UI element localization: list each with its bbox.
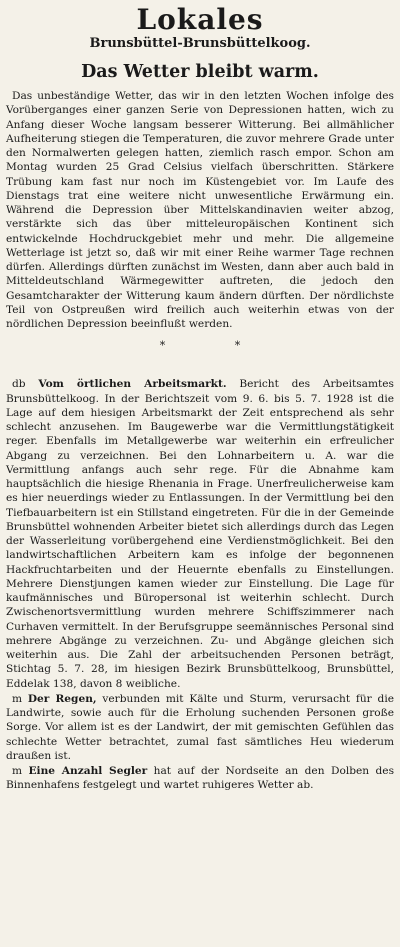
notice-lead: Vom örtlichen Arbeitsmarkt. [38,378,227,391]
separator-star: * [234,339,241,353]
separator-star: * [159,339,166,353]
notice-lead: Der Regen, [27,692,97,705]
notice-rain [6,692,394,763]
notice-sailors [6,764,394,793]
weather-article-body: Das unbeständige Wetter, das wir in den letzten Wochen infolge des Vorüberganges einer ganzen Serie von Depressionen hatten, wich zu Anfang dieser Woche langsam besserer Witterung. Bei allmählicher Aufheiterung stiegen die Temperaturen, die zuvor mehrere Grade unter den Normalwerten gelegen hatten, ziemlich rasch empor. Schon am Montag wurden 25 Grad Celsius vielfach überschritten. Stärkere Trübung kam fast nur noch im Küstengebiet vor. Im Laufe des Dienstags trat eine weitere nicht unwesentliche Erwärmung ein. Während die Depression über Mittelskandinavien weiter abzog, verstärkte sich das über mitteleuropäischen Kontinent sich entwickelnde Hochdruckgebiet mehr und mehr. Die allgemeine Wetterlage ist jetzt so, daß wir mit einer Reihe warmer Tage rechnen dürfen. Allerdings dürften zunächst im Westen, dann aber auch bald in Mitteldeutschland Wärmegewitter auftreten, die jedoch den Gesamtcharakter der Witterung kaum ändern dürften. Der nördlichste Teil von Ostpreußen wird freilich auch weiterhin etwas von der nördlichen Depression beeinflußt werden. [6,90,394,330]
section-title: Lokales [136,3,264,36]
notice-labor-market [6,377,394,691]
notice-lead: Eine Anzahl Segler [28,765,148,777]
notice-prefix: m [12,765,23,777]
notice-prefix: db [12,378,26,391]
section-separator [125,340,275,352]
notice-text: hat auf der Nordseite an den Dolben des Binnenhafens festgelegt und wartet ruhigeres Wetter ab. [6,765,395,792]
notice-prefix: m [12,692,23,705]
local-notices [6,377,394,792]
section-place: Brunsbüttel-Brunsbüttelkoog. [89,36,311,51]
notice-text: Bericht des Arbeitsamtes Brunsbüttelkoog. In der Berichtszeit vom 9. 6. bis 5. 7. 1928 ist die Lage auf dem hiesigen Arbeitsmarkt der Zeit entsprechend als sehr schlecht anzusehen. Im Baugewerbe war die Vermittlungstätigkeit reger. Ebenfalls im Metallgewerbe war weiterhin ein erfreulicher Abgang zu verzeichnen. Bei den Lohnarbeitern u. A. war die Vermittlung anfangs auch sehr rege. Für die Abnahme kam hauptsächlich die hiesige Rhenania in Frage. Unerfreulicherweise kam es hier neuerdings wieder zu Entlassungen. In der Vermittlung bei den Tiefbauarbeitern ist ein Stillstand eingetreten. Für die in der Gemeinde Brunsbüttel wohnenden Arbeiter bietet sich allerdings durch das Legen der Wasserleitung vorübergehend eine Verdienstmöglichkeit. Bei den landwirtschaftlichen Arbeitern kam es infolge der begonnenen Hackfruchtarbeiten und der Heuernte ebenfalls zu Einstellungen. Mehrere Dienstjungen kamen wieder zur Einstellung. Die Lage für kaufmännisches und Büropersonal ist weiterhin schlecht. Durch Zwischenortsvermittlung wurden mehrere Schiffszimmerer nach Curhaven vermittelt. In der Berufsgruppe seemännisches Personal sind mehrere Abgänge zu verzeichnen. Zu- und Abgänge gleichen sich weiterhin aus. Die Zahl der arbeitsuchenden Personen beträgt, Stichtag 5. 7. 28, im hiesigen Bezirk Brunsbüttelkoog, Brunsbüttel, Eddelak 138, davon 8 weibliche. [6,378,394,690]
notice-text: verbunden mit Kälte und Sturm, verursacht für die Landwirte, sowie auch für die Erholung suchenden Personen große Sorge. Vor allem ist es der Landwirt, der mit gemischten Gefühlen das schlechte Wetter betrachtet, zumal fast sämtliches Heu wiederum draußen ist. [6,692,394,762]
weather-headline: Das Wetter bleibt warm. [81,62,319,82]
